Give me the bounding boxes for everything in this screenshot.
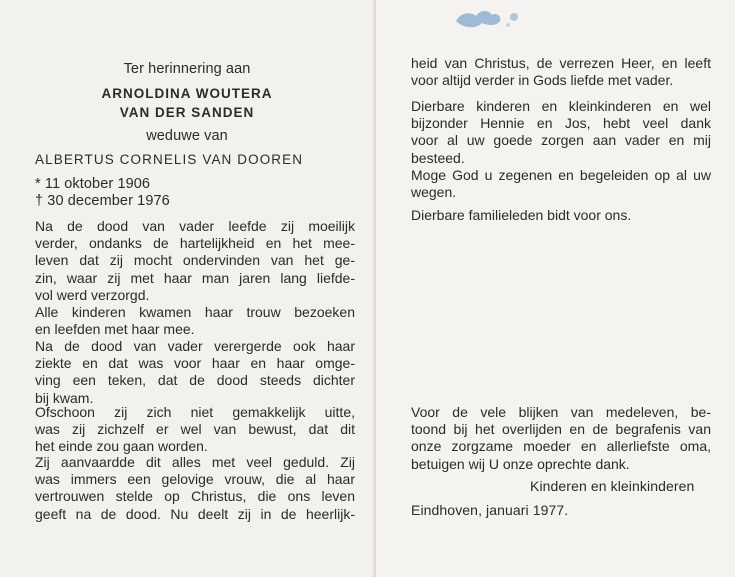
left-paragraph-3 xyxy=(35,338,355,407)
text-line: leven dat zij mocht ondervinden van het ge- xyxy=(35,252,355,269)
right-paragraph-3 xyxy=(411,167,711,201)
text-line: ving een teken, dat de dood steeds dichter xyxy=(35,372,355,389)
right-paragraph-5 xyxy=(411,404,711,473)
text-line: bijzonder Hennie en Jos, hebt veel dank xyxy=(411,115,711,132)
text-line: toond bij het overlijden en de begrafenis van xyxy=(411,421,711,438)
text-line: wegen. xyxy=(411,184,457,201)
text-line: Moge God u zegenen en begeleiden op al uw xyxy=(411,167,711,183)
right-paragraph-2 xyxy=(411,98,711,167)
right-paragraph-1 xyxy=(411,55,711,89)
birth-date: * 11 oktober 1906 xyxy=(35,176,151,192)
text-line: Dierbare kinderen en kleinkinderen en wel xyxy=(411,98,711,114)
text-line: het einde zou gaan worden. xyxy=(35,438,208,455)
text-line: Zij aanvaardde dit alles met veel geduld. Zij xyxy=(35,454,355,470)
heading: Ter herinnering aan xyxy=(123,61,251,77)
spouse-name: ALBERTUS CORNELIS VAN DOOREN xyxy=(35,152,304,167)
text-line: zin, waar zij met haar man jaren lang liefde- xyxy=(35,269,355,286)
ink-stain-icon xyxy=(452,7,524,31)
place-and-date: Eindhoven, januari 1977. xyxy=(411,502,569,518)
deceased-name-line-2: VAN DER SANDEN xyxy=(119,105,255,120)
text-line: en leefden met haar mee. xyxy=(35,321,195,338)
left-paragraph-5 xyxy=(35,454,355,523)
text-line: Alle kinderen kwamen haar trouw bezoeken xyxy=(35,304,355,320)
text-line: vertrouwen stelde op Christus, die ons leven xyxy=(35,488,355,505)
signature: Kinderen en kleinkinderen xyxy=(530,478,695,494)
deceased-name-line-1: ARNOLDINA WOUTERA xyxy=(101,86,273,101)
text-line: onze zorgzame moeder en allerliefste oma, xyxy=(411,438,711,455)
right-paragraph-4 xyxy=(411,207,711,224)
text-line: was immers een gelovige vrouw, die al haar xyxy=(35,471,355,488)
text-line: betuigen wij U onze oprechte dank. xyxy=(411,455,630,472)
text-line: ziekte en dat was voor haar en haar omge- xyxy=(35,355,355,372)
text-line: Dierbare familieleden bidt voor ons. xyxy=(411,207,632,223)
text-line: geeft na de dood. Nu deelt zij in de heerlijk- xyxy=(35,505,355,522)
text-line: Na de dood van vader verergerde ook haar xyxy=(35,338,355,354)
text-line: heid van Christus, de verrezen Heer, en leeft xyxy=(411,55,711,71)
left-paragraph-1 xyxy=(35,218,355,304)
text-line: Na de dood van vader leefde zij moeilijk xyxy=(35,218,355,234)
text-line: Voor de vele blijken van medeleven, be- xyxy=(411,404,711,420)
death-date: † 30 december 1976 xyxy=(35,193,170,209)
left-paragraph-2 xyxy=(35,304,355,338)
relation-text: weduwe van xyxy=(146,128,228,144)
text-line: voor al uw goede zorgen aan vader en mij xyxy=(411,132,711,149)
left-paragraph-4 xyxy=(35,404,355,456)
text-line: vol werd verzorgd. xyxy=(35,286,150,303)
text-line: bij kwam. xyxy=(35,389,94,406)
text-line: Ofschoon zij zich niet gemakkelijk uitte, xyxy=(35,404,355,420)
text-line: was zij zichzelf er wel van bewust, dat dit xyxy=(35,421,355,438)
text-line: voor altijd verder in Gods liefde met vader. xyxy=(411,72,674,89)
text-line: verder, ondanks de hartelijkheid en het mee- xyxy=(35,235,355,252)
text-line: besteed. xyxy=(411,149,465,166)
